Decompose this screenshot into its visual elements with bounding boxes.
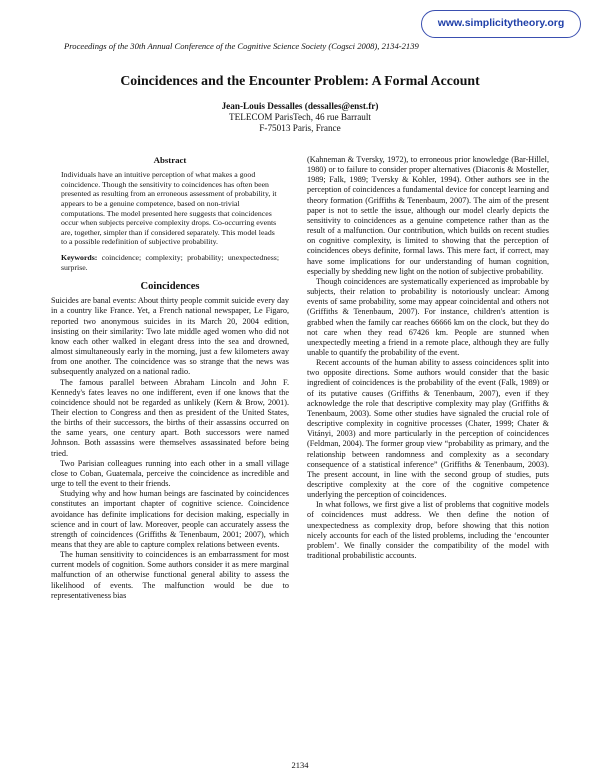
right-column: [307, 155, 549, 561]
abstract-heading: Abstract: [153, 155, 187, 165]
abstract-text: Individuals have an intuitive perception of what makes a good coincidence. Though the sensitivity to coincidences has often been presented as resulting from an erroneous assessment of probability, it appears to be a genuine competence, based on non-trivial computations. The model presented here suggests that coincidences occur when subjects perceive complexity drops. Co-occurring events are, together, simpler than if considered separately. This model leads to a possible redefinition of subjective probability.: [61, 170, 277, 247]
author-name: Jean-Louis Dessalles (dessalles@enst.fr): [221, 101, 379, 111]
body-paragraph: Suicides are banal events: About thirty people commit suicide every day in a country like France. Yet, a French national newspaper, Le Figaro, reported two anonymous suicides in its March 20, 2004 edition, insisting on their similarity: Two late middle aged women who did not know each other walked in elegant dress into the sea and drowned, almost simultaneously early in the morning, just a few kilometers away from one another. The coincidence was so strange that the news was subsequently analyzed on a national radio.: [51, 296, 289, 377]
section-heading-coincidences: Coincidences: [140, 281, 200, 293]
author-block: [0, 101, 600, 134]
body-paragraph: Two Parisian colleagues running into each other in a small village close to Coban, Guatemala, perceive the coincidence as incredible and urge to tell the event to their friends.: [51, 458, 289, 489]
keywords-label: Keywords:: [61, 252, 98, 262]
body-paragraph: In what follows, we first give a list of problems that cognitive models of coincidences must address. We then define the notion of unexpectedness as complexity drop, before showing that this notion nicely accounts for each of the listed problems, including the ‘encounter problem’. We finally consider the compatibility of the model with traditional probabilistic accounts.: [307, 500, 549, 561]
body-paragraph: (Kahneman & Tversky, 1972), to erroneous prior knowledge (Bar-Hillel, 1980) or to failure to consider proper alternatives (Diaconis & Mosteller, 1989; Falk, 1989; Tversky & Kohler, 1994). Other authors see in the perception of coincidences a fundamental device for concept learning and theory formation (Griffiths & Tenenbaum, 2007). The aim of the present paper is not to settle the issue, although our model clearly depicts the sensitivity to coincidences as a genuine competence rather than as the result of a malfunction. Our contribution, which builds on recent studies on cognitive complexity, is limited to showing that the perception of coincidences obeys definite, formal laws. This mere fact, if correct, may have some implications for our understanding of human cognition, especially by shedding new light on the notion of subjective probability.: [307, 155, 549, 276]
author-affiliation-line-2: F-75013 Paris, France: [259, 123, 341, 133]
left-column: [51, 155, 289, 601]
body-paragraph: The human sensitivity to coincidences is an embarrassment for most current models of cognition. Some authors consider it as mere marginal malfunction of an otherwise functional general ability to assess the likelihood of events. The malfunction would be due to representativeness bias: [51, 550, 289, 600]
keywords: [61, 253, 279, 272]
body-paragraph: Though coincidences are systematically experienced as improbable by subjects, their relation to probability is notoriously unclear: Among events of same probability, some may appear coincidental and others not (Griffiths & Tenenbaum, 2007). For instance, children's attention is grabbed when the family car reaches 66666 km on the clock, but they do not care when they read 67426 km. People are stunned when unexpectedly meeting a friend in a remote place, although they are fully unable to quantify the probability of the event.: [307, 276, 549, 357]
body-paragraph: Studying why and how human beings are fascinated by coincidences constitutes an important chapter of cognitive science. Coincidence avoidance has definite implications for decision making, especially in science and in court of law. Moreover, people can accurately assess the strength of coincidences (Griffiths & Tenenbaum, 2001; 2007), which means that they are able to capture complex relations between events.: [51, 489, 289, 549]
website-badge[interactable]: www.simplicitytheory.org: [421, 10, 581, 38]
page-number: 2134: [291, 760, 309, 770]
paper-title: Coincidences and the Encounter Problem: A Formal Account: [120, 73, 480, 88]
keywords-list: coincidence; complexity; probability; unexpectedness; surprise.: [61, 252, 279, 272]
body-paragraph: Recent accounts of the human ability to assess coincidences split into two opposite directions. Some authors would consider that the basic ingredient of coincidences is the probability of the event (Falk, 1989) or of its putative causes (Griffiths & Tenenbaum, 2007), even if they acknowledge the role that descriptive complexity may play (Griffiths & Tenenbaum, 2003). Some other studies have signaled the crucial role of descriptive complexity in cognitive processes (Chater, 1999; Chater & Vitányi, 2003) and more particularly in the perception of coincidences (Feldman, 2004). The former group view “probability as primary, and the relationship between randomness and complexity as a secondary consequence of a statistical inference” (Griffiths & Tenenbaum, 2003). The present account, in line with the second group of studies, puts descriptive complexity at the core of the cognitive competence underlying the perception of coincidences.: [307, 358, 549, 500]
author-affiliation-line-1: TELECOM ParisTech, 46 rue Barrault: [229, 112, 371, 122]
body-paragraph: The famous parallel between Abraham Lincoln and John F. Kennedy's fates leaves no one indifferent, even if one knows that the coincidence should not be regarded as unlikely (Kern & Brow, 2001). Their election to Congress and then as president of the United States, the births of their successors, the births of their assassins occurred on the same years, one century apart. Both successors were named Johnson. Both assassins were themselves assassinated before being tried.: [51, 377, 289, 458]
proceedings-header: Proceedings of the 30th Annual Conference of the Cognitive Science Society (Cogsci 2008), 2134-2139: [64, 41, 419, 51]
